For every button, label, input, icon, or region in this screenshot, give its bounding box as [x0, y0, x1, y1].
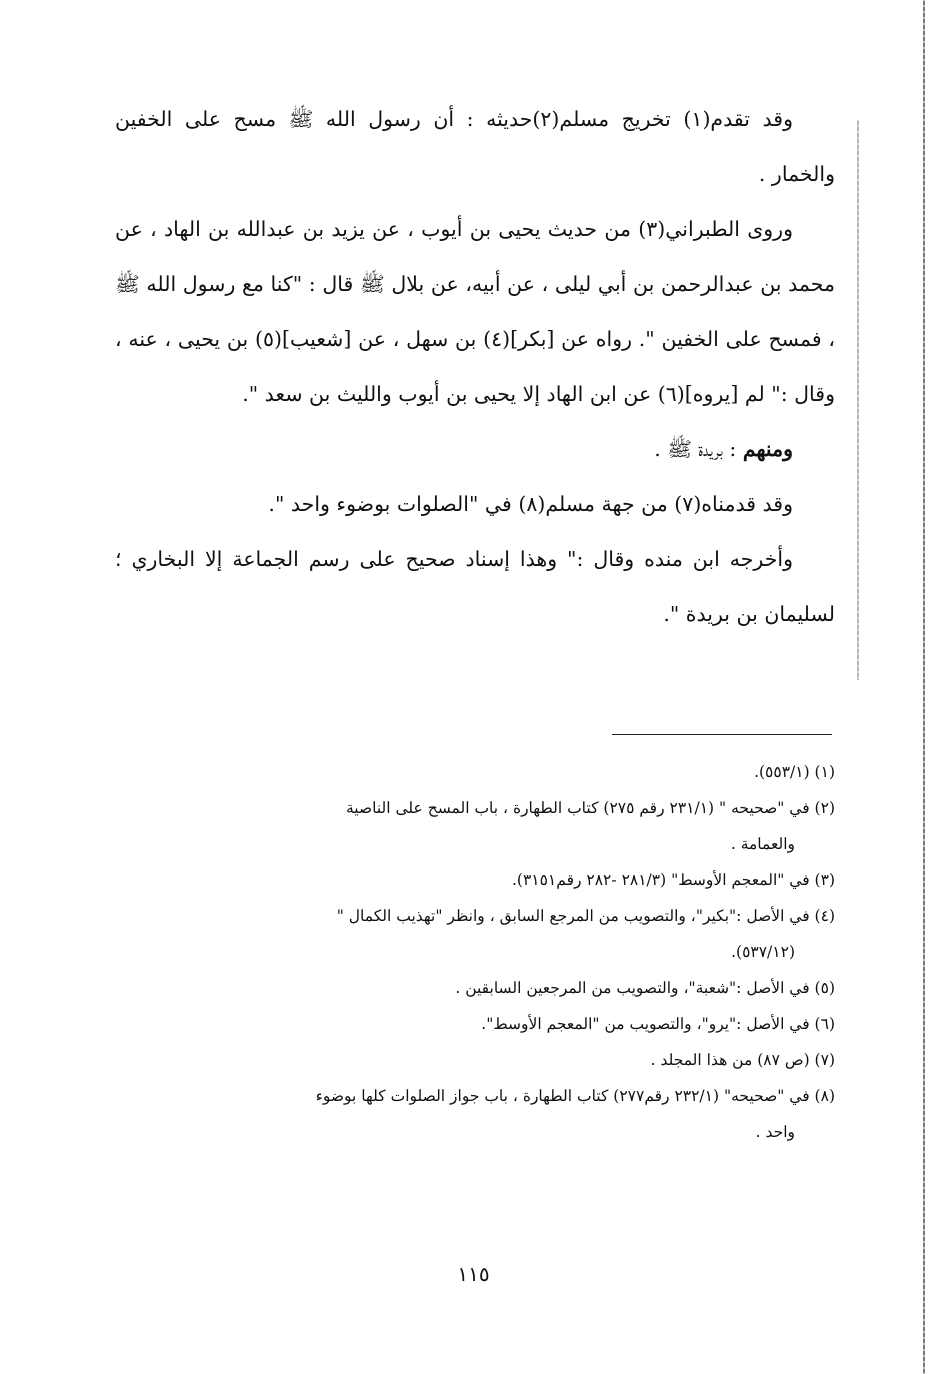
paragraph-2: وروى الطبراني(٣) من حديث يحيى بن أيوب ، عن يزيد بن عبدالله بن الهاد ، عن محمد بن عبدالرحمن بن أبي ليلى ، عن أبيه، عن بلال ﷺ قال : "كنا مع رسول الله ﷺ ، فمسح على الخفين ". رواه عن [بكر](٤) بن سهل ، عن [شعيب](٥) بن يحيى ، عنه ، وقال :" لم [يروه](٦) عن ابن الهاد إلا يحيى بن أيوب والليث بن سعد ".: [115, 217, 835, 406]
footnote-continuation: (٥٣٧/١٢).: [731, 943, 795, 961]
footnote-text: (٧) (ص ٨٧) من هذا المجلد .: [650, 1051, 835, 1069]
footnote-text: (٥) في الأصل :"شعبة"، والتصويب من المرجعين السابقين .: [455, 979, 835, 997]
main-text: [115, 92, 835, 642]
footnotes: [115, 754, 835, 1150]
footnote-3: [115, 862, 835, 898]
footnote-8: [115, 1078, 835, 1150]
paragraph-3-heading: ومنهم: [742, 437, 793, 461]
footnote-5: [115, 970, 835, 1006]
paragraph-1: وقد تقدم(١) تخريج مسلم(٢)حديثه : أن رسول الله ﷺ مسح على الخفين والخمار .: [115, 107, 835, 186]
footnote-continuation: والعمامة .: [730, 835, 795, 853]
footnote-1: [115, 754, 835, 790]
paragraph-4: وقد قدمناه(٧) من جهة مسلم(٨) في "الصلوات بوضوء واحد ".: [268, 492, 793, 516]
footnote-text: (٣) في "المعجم الأوسط" (٢٨١/٣ -٢٨٢ رقم٣١٥١).: [511, 871, 835, 889]
paragraph-3-text: : بريدة ﷺ .: [654, 437, 743, 461]
footnote-2: [115, 790, 835, 862]
footnote-7: [115, 1042, 835, 1078]
scan-edge-dots: [923, 0, 925, 1374]
footnote-text: (٤) في الأصل :"بكير"، والتصويب من المرجع السابق ، وانظر "تهذيب الكمال ": [336, 907, 835, 925]
footnote-text: (٦) في الأصل :"يرو"، والتصويب من "المعجم الأوسط".: [481, 1015, 835, 1033]
paragraph-3: [115, 422, 835, 477]
page-number: ١١٥: [457, 1262, 490, 1286]
footnote-text: (٨) في "صحيحه" (٢٣٢/١ رقم٢٧٧) كتاب الطهارة ، باب جواز الصلوات كلها بوضوء: [315, 1087, 835, 1105]
scan-edge-dots-faint: [857, 120, 859, 680]
paragraph-5: وأخرجه ابن منده وقال :" وهذا إسناد صحيح على رسم الجماعة إلا البخاري ؛ لسليمان بن بريدة ".: [115, 547, 835, 626]
footnote-continuation: واحد .: [755, 1123, 795, 1141]
footnote-divider: [612, 734, 832, 735]
footnote-text: (٢) في "صحيحه " (٢٣١/١ رقم ٢٧٥) كتاب الطهارة ، باب المسح على الناصية: [345, 799, 835, 817]
footnote-text: (١) (٥٥٣/١).: [754, 763, 835, 781]
footnote-4: [115, 898, 835, 970]
footnote-6: [115, 1006, 835, 1042]
